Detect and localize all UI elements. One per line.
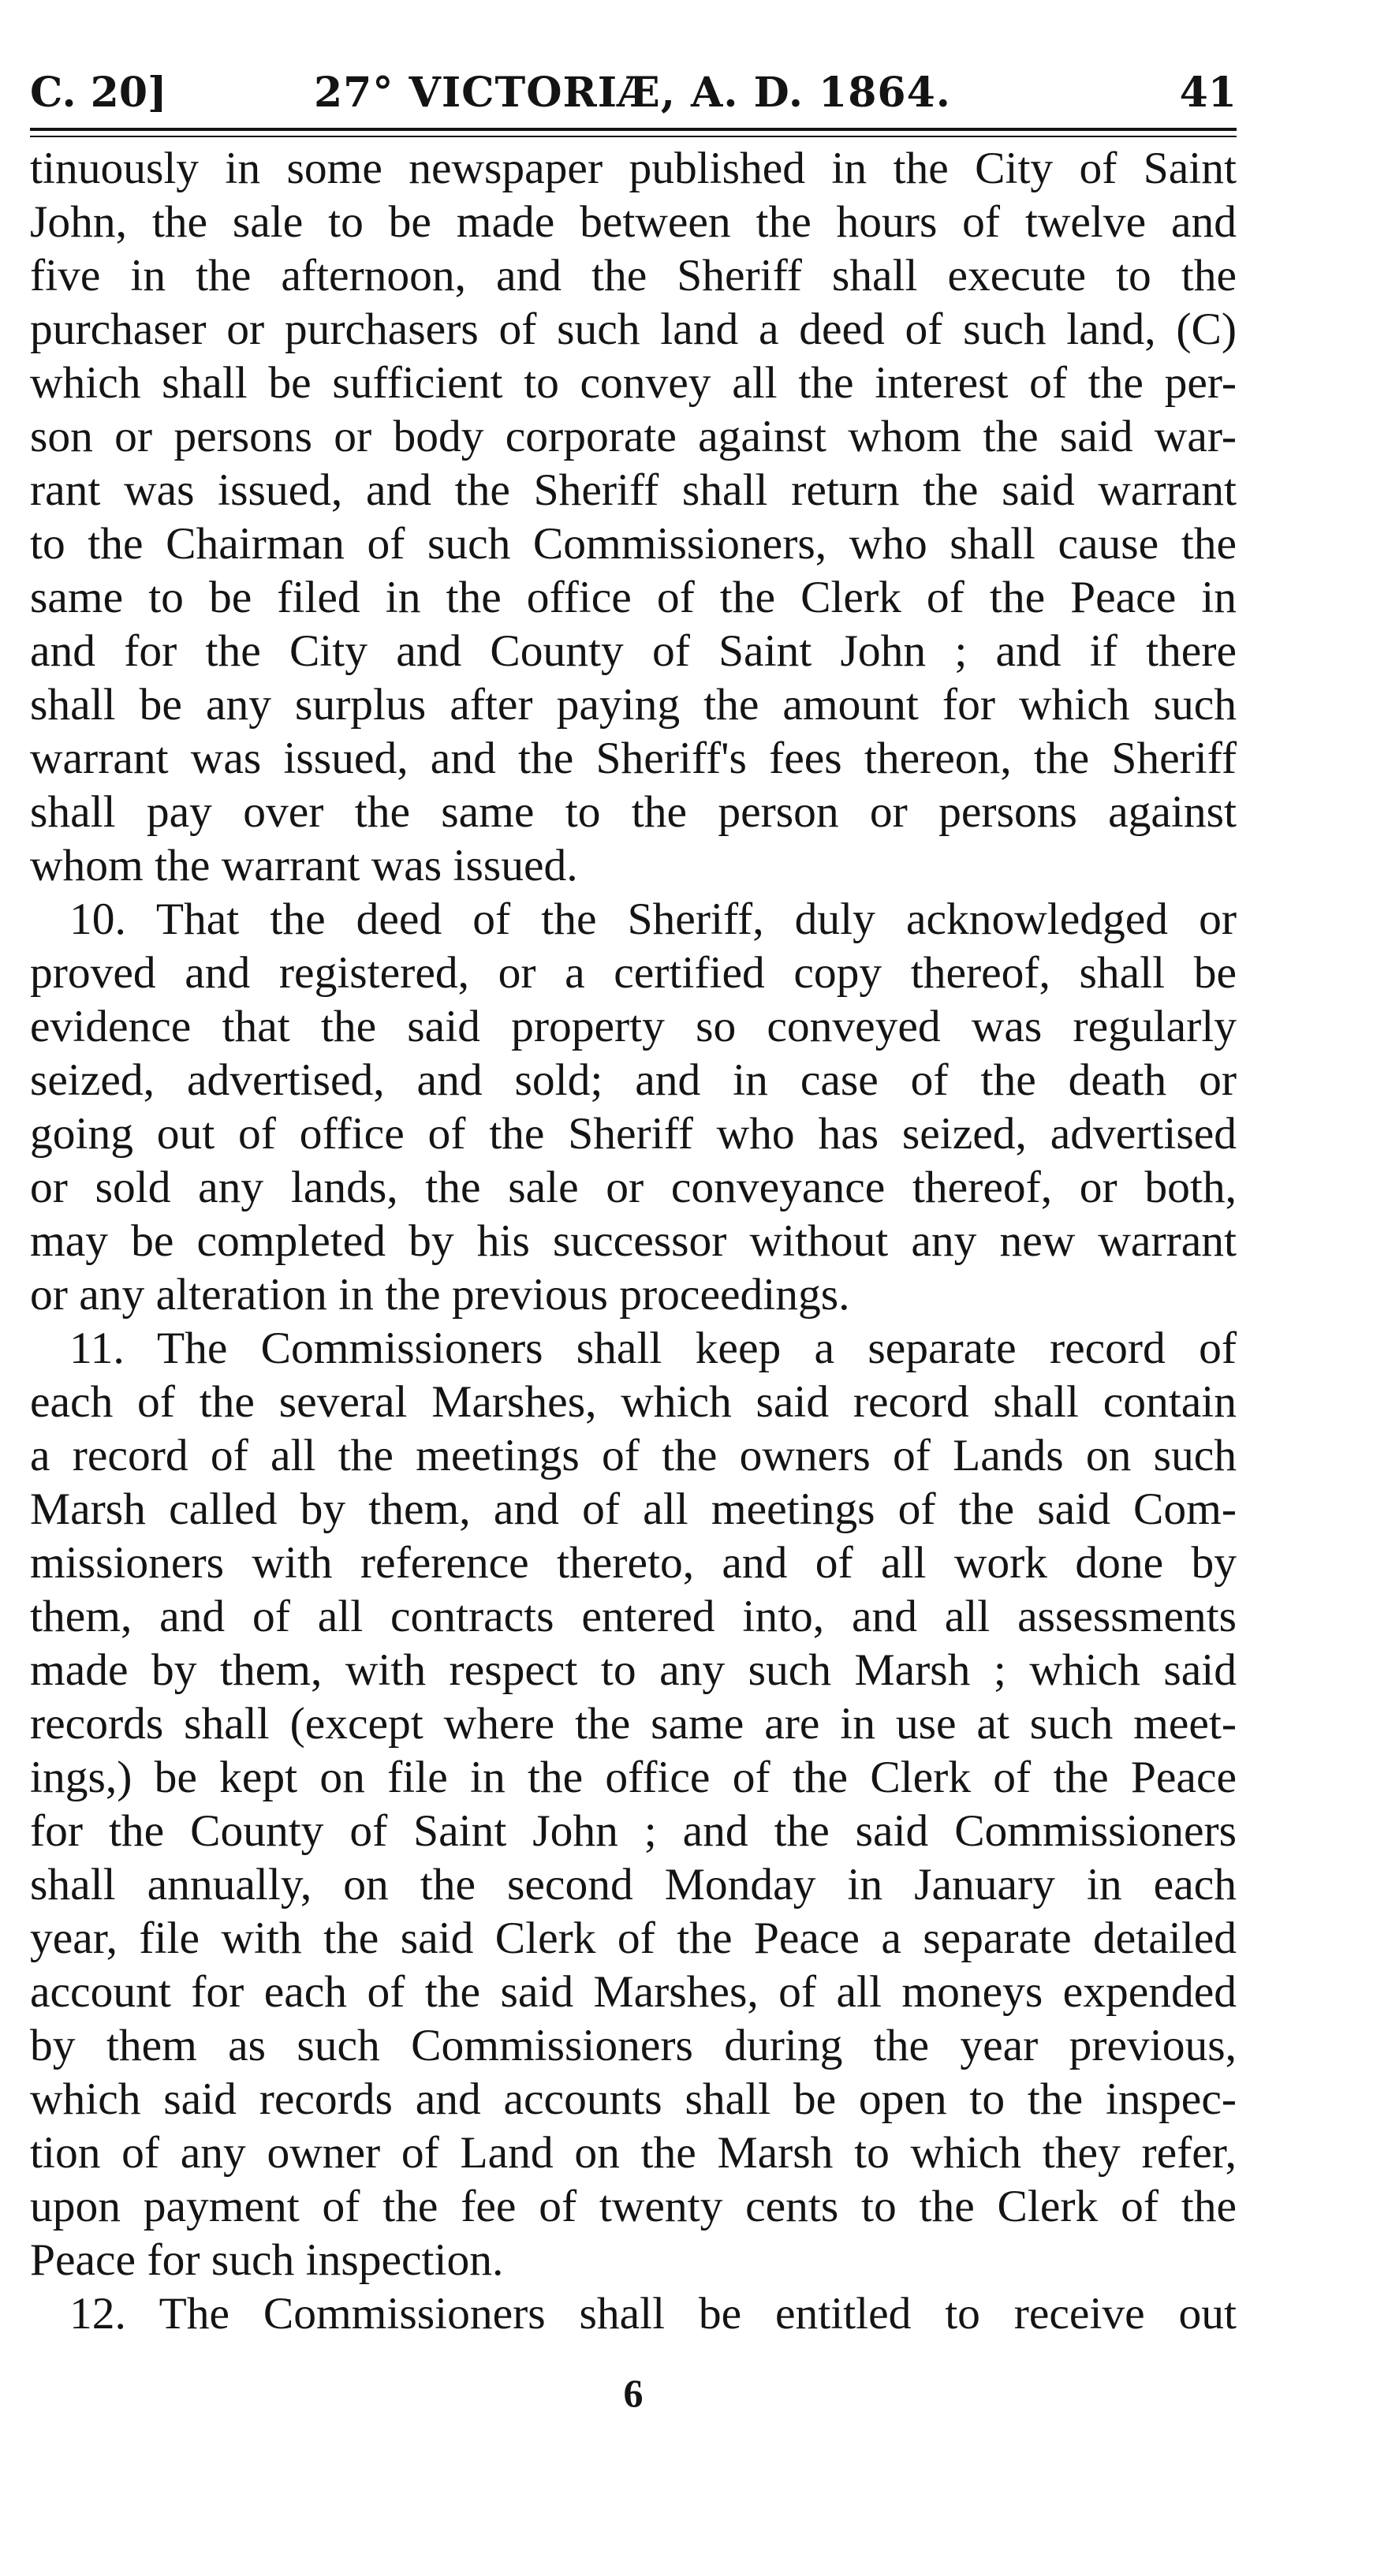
text-line: Marsh called by them, and of all meetings of the said Com-	[30, 1484, 1237, 1534]
text-line: and for the City and County of Saint John ; and if there	[30, 626, 1237, 676]
text-line: account for each of the said Marshes, of all moneys expended	[30, 1967, 1237, 2017]
text-line: a record of all the meetings of the owners of Lands on such	[30, 1431, 1237, 1480]
text-line: same to be filed in the office of the Clerk of the Peace in	[30, 573, 1237, 622]
text-line: son or persons or body corporate against whom the said war-	[30, 412, 1237, 461]
text-line: ings,) be kept on file in the office of the Clerk of the Peace	[30, 1753, 1237, 1802]
text-line: John, the sale to be made between the hours of twelve and	[30, 197, 1237, 247]
section-10-start: 10. That the deed of the Sheriff, duly acknowledged or	[69, 894, 1237, 944]
signature-mark: 6	[623, 2371, 644, 2415]
chapter-reference: C. 20]	[30, 69, 167, 117]
text-line: tion of any owner of Land on the Marsh to which they refer,	[30, 2128, 1237, 2178]
text-line: each of the several Marshes, which said record shall contain	[30, 1377, 1237, 1427]
text-line: or sold any lands, the sale or conveyance thereof, or both,	[30, 1163, 1237, 1212]
text-line: missioners with reference thereto, and of all work done by	[30, 1538, 1237, 1588]
text-line: whom the warrant was issued.	[30, 841, 578, 890]
text-line: purchaser or purchasers of such land a deed of such land, (C)	[30, 304, 1237, 354]
section-12-start: 12. The Commissioners shall be entitled to receive out	[69, 2289, 1237, 2339]
text-line: may be completed by his successor without any new warrant	[30, 1216, 1237, 1266]
text-line: evidence that the said property so conveyed was regularly	[30, 1002, 1237, 1051]
body-text	[30, 142, 1237, 2341]
text-line: tinuously in some newspaper published in the City of Saint	[30, 144, 1237, 193]
text-line: five in the afternoon, and the Sheriff shall execute to the	[30, 251, 1237, 301]
page-header	[30, 62, 1237, 125]
text-line: shall annually, on the second Monday in January in each	[30, 1860, 1237, 1910]
text-line: year, file with the said Clerk of the Peace a separate detailed	[30, 1913, 1237, 1963]
text-line: made by them, with respect to any such Marsh ; which said	[30, 1645, 1237, 1695]
text-line: warrant was issued, and the Sheriff's fees thereon, the Sheriff	[30, 734, 1237, 783]
text-line: seized, advertised, and sold; and in case of the death or	[30, 1055, 1237, 1105]
text-line: to the Chairman of such Commissioners, who shall cause the	[30, 519, 1237, 569]
text-line: proved and registered, or a certified copy thereof, shall be	[30, 948, 1237, 998]
text-line: for the County of Saint John ; and the said Commissioners	[30, 1806, 1237, 1856]
header-rule-thick	[30, 128, 1237, 131]
text-line: Peace for such inspection.	[30, 2235, 504, 2285]
text-line: shall be any surplus after paying the amount for which such	[30, 680, 1237, 730]
text-line: shall pay over the same to the person or persons against	[30, 787, 1237, 837]
page-number: 41	[1179, 69, 1237, 117]
text-line: which shall be sufficient to convey all the interest of the per-	[30, 358, 1237, 408]
document-page	[30, 62, 1237, 2341]
text-line: going out of office of the Sheriff who has seized, advertised	[30, 1109, 1237, 1159]
header-rule-thin	[30, 136, 1237, 137]
text-line: by them as such Commissioners during the year previous,	[30, 2021, 1237, 2070]
text-line: upon payment of the fee of twenty cents to the Clerk of the	[30, 2182, 1237, 2231]
text-line: records shall (except where the same are in use at such meet-	[30, 1699, 1237, 1749]
text-line: them, and of all contracts entered into, and all assessments	[30, 1592, 1237, 1641]
section-11-start: 11. The Commissioners shall keep a separate record of	[69, 1323, 1237, 1373]
text-line: which said records and accounts shall be open to the inspec-	[30, 2074, 1237, 2124]
text-line: or any alteration in the previous proceedings.	[30, 1270, 850, 1320]
running-title: 27° VICTORIÆ, A. D. 1864.	[314, 69, 951, 117]
text-line: rant was issued, and the Sheriff shall return the said warrant	[30, 465, 1237, 515]
